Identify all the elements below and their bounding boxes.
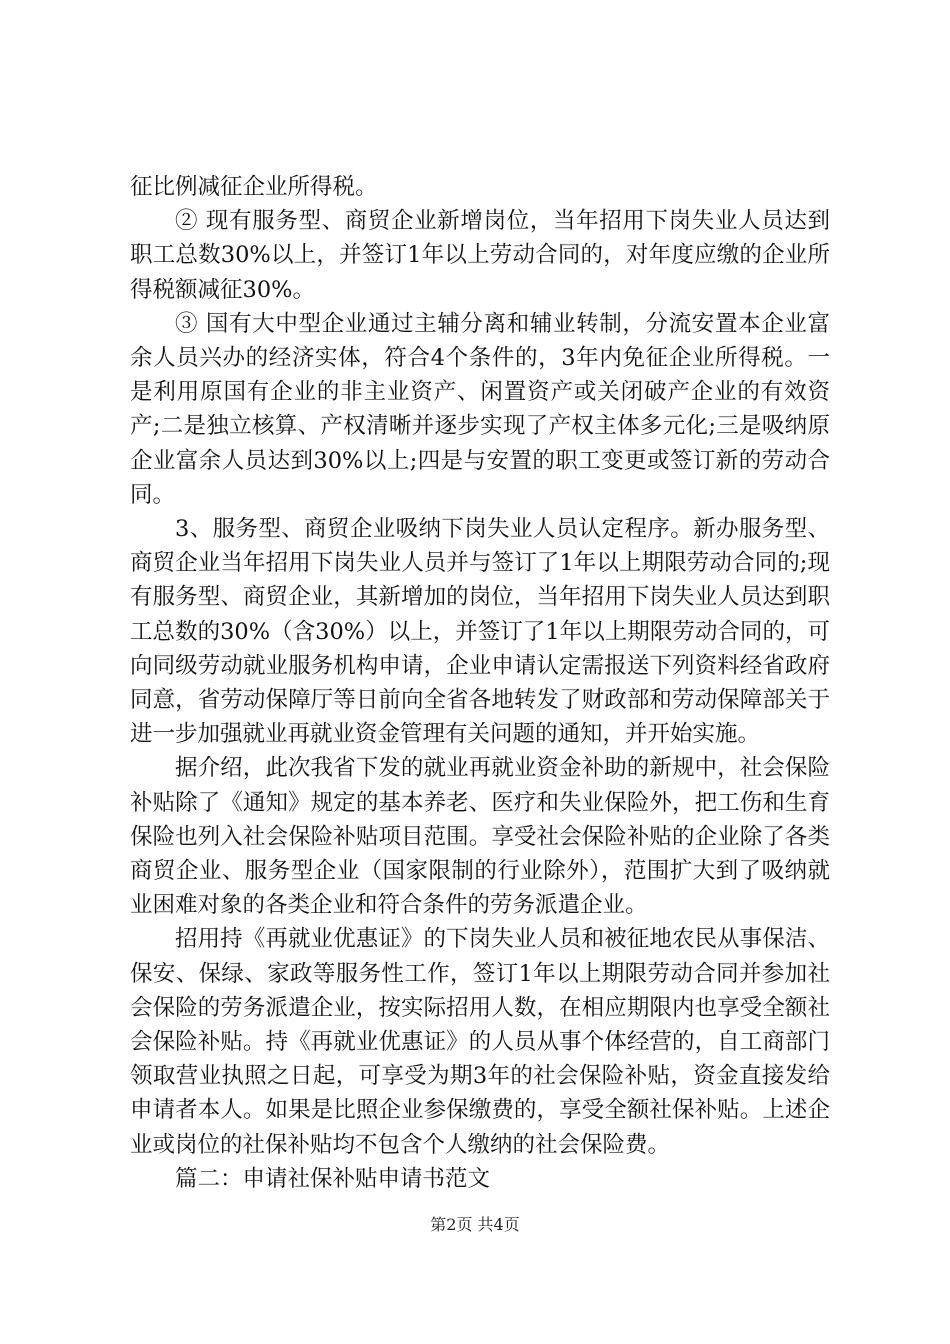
paragraph: 据介绍，此次我省下发的就业再就业资金补助的新规中，社会保险补贴除了《通知》规定的基本养老、医疗和失业保险外，把工伤和生育保险也列入社会保险补贴项目范围。享受社会保险补贴的企业除了各类商贸企业、服务型企业（国家限制的行业除外），范围扩大到了吸纳就业困难对象的各类企业和符合条件的劳务派遣企业。 — [130, 755, 830, 919]
paragraph: 招用持《再就业优惠证》的下岗失业人员和被征地农民从事保洁、保安、保绿、家政等服务性工作，签订1年以上期限劳动合同并参加社会保险的劳务派遣企业，按实际招用人数，在相应期限内也享受全额社会保险补贴。持《再就业优惠证》的人员从事个体经营的，自工商部门领取营业执照之日起，可享受为期3年的社会保险补贴，资金直接发给申请者本人。如果是比照企业参保缴费的，享受全额社保补贴。上述企业或岗位的社保补贴均不包含个人缴纳的社会保险费。 — [130, 926, 830, 1158]
paragraph: ② 现有服务型、商贸企业新增岗位，当年招用下岗失业人员达到职工总数30%以上，并签订1年以上劳动合同的，对年度应缴的企业所得税额减征30%。 — [130, 208, 830, 303]
document-body — [130, 170, 830, 1196]
section-heading: 篇二：申请社保补贴申请书范文 — [175, 1165, 491, 1192]
paragraph: 3、服务型、商贸企业吸纳下岗失业人员认定程序。新办服务型、商贸企业当年招用下岗失业人员并与签订了1年以上期限劳动合同的;现有服务型、商贸企业，其新增加的岗位，当年招用下岗失业人员达到职工总数的30%（含30%）以上，并签订了1年以上期限劳动合同的，可向同级劳动就业服务机构申请，企业申请认定需报送下列资料经省政府同意，省劳动保障厅等日前向全省各地转发了财政部和劳动保障部关于进一步加强就业再就业资金管理有关问题的通知，并开始实施。 — [130, 516, 830, 748]
paragraph: ③ 国有大中型企业通过主辅分离和辅业转制，分流安置本企业富余人员兴办的经济实体，符合4个条件的，3年内免征企业所得税。一是利用原国有企业的非主业资产、闲置资产或关闭破产企业的有效资产;二是独立核算、产权清晰并逐步实现了产权主体多元化;三是吸纳原企业富余人员达到30%以上;四是与安置的职工变更或签订新的劳动合同。 — [130, 310, 830, 508]
paragraph: 征比例减征企业所得税。 — [130, 174, 378, 200]
page-number-footer: 第2页 共4页 — [430, 1215, 520, 1234]
